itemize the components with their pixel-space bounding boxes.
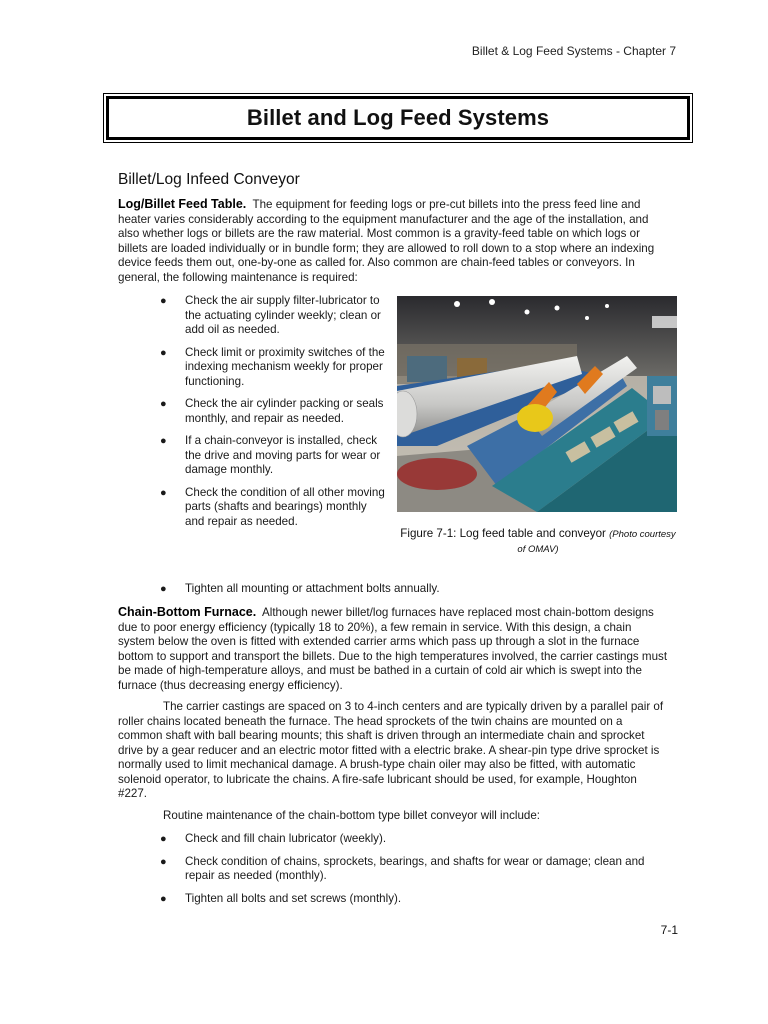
bullet-dot: ●: [160, 855, 167, 868]
page-title: Billet and Log Feed Systems: [246, 105, 550, 130]
log-feed-table-photo: [397, 296, 677, 512]
feed-table-bullets: [160, 294, 385, 529]
feed-table-text: The equipment for feeding logs or pre-cut billets into the press feed line and heater varies considerably according to the equipment manufacturer and the age of the installation, and also whether logs or billets are the raw material. Most common is a gravity-feed table on which logs or billets are loaded individually or in bundle form; they are allowed to roll down to a stop where an indexing device feeds them out, one-by-one as called for. Also common are chain-feed tables or conveyors. In general, the following maintenance is required:: [118, 198, 655, 284]
furnace-paragraph: [118, 605, 668, 693]
furnace-text: Although newer billet/log furnaces have replaced most chain-bottom designs due to poor energy efficiency (typically 18 to 20%), a few remain in service. With this design, a chain system below the oven is fitted with extended carrier arms which pass up through a slot in the furnace bottom to support and transport the billets. Due to the high temperatures involved, the carrier castings must be made of high-temperature alloys, and must be bathed in a curtain of cold air which is swept into the furnace (thus decreasing energy efficiency).: [118, 606, 668, 692]
list-item: ● Tighten all mounting or attachment bolts annually.: [160, 582, 440, 595]
bullet-dot: ●: [160, 346, 167, 359]
bullet-dot: ●: [160, 583, 167, 595]
list-item: ● Check condition of chains, sprockets, bearings, and shafts for wear or damage; clean and repair as needed (monthly).: [160, 854, 645, 882]
figure-caption: [398, 527, 678, 557]
bullet-dot: ●: [160, 486, 167, 499]
list-item: ● Check the condition of all other moving parts (shafts and bearings) monthly and repair as needed.: [160, 485, 385, 528]
bullet-dot: ●: [160, 435, 167, 447]
feed-table-bullets-last: [160, 582, 605, 597]
feed-table-paragraph: [118, 197, 666, 285]
list-item: ● Check limit or proximity switches of the indexing mechanism weekly for proper functioning.: [160, 345, 385, 388]
title-box: [106, 96, 690, 140]
list-item: ● If a chain-conveyor is installed, check the drive and moving parts for wear or damage monthly.: [160, 434, 381, 476]
furnace-maintenance-intro: Routine maintenance of the chain-bottom type billet conveyor will include:: [163, 809, 541, 822]
section-heading: Billet/Log Infeed Conveyor: [118, 171, 300, 188]
bullet-dot: ●: [160, 295, 167, 307]
figure-caption-text: Figure 7-1: Log feed table and conveyor: [400, 527, 606, 540]
page-number: 7-1: [660, 923, 678, 937]
bullet-dot: ●: [160, 398, 167, 410]
furnace-bullets: [160, 832, 668, 906]
bullet-dot: ●: [160, 892, 167, 905]
list-item: ● Check the air cylinder packing or seals monthly, and repair as needed.: [160, 397, 384, 425]
bullet-dot: ●: [160, 833, 167, 845]
list-item: ● Check and fill chain lubricator (weekly).: [160, 832, 387, 845]
feed-table-lead: Log/Billet Feed Table.: [118, 197, 247, 211]
furnace-lead: Chain-Bottom Furnace.: [118, 605, 257, 619]
list-item: ● Tighten all bolts and set screws (monthly).: [160, 891, 402, 905]
running-header: Billet & Log Feed Systems - Chapter 7: [471, 44, 676, 58]
figure-credit: (Photo courtesy of OMAV): [517, 529, 676, 555]
furnace-paragraph-2: The carrier castings are spaced on 3 to 4-inch centers and are typically driven by a parallel pair of roller chains located beneath the furnace. The head sprockets of the twin chains are mounted on a common shaft with ball bearing mounts; this shaft is driven through an intermediate chain and sprocket drive by a gear reducer and an electric motor fitted with a electric brake. A shear-pin type drive sprocket is normally used to limit mechanical damage. A brush-type chain oiler may also be fitted, with automatic solenoid operator, to lubricate the chains. A fire-safe lubricant should be used, for example, Houghton #227.: [118, 700, 664, 800]
list-item: ● Check the air supply filter-lubricator to the actuating cylinder weekly; clean or add oil as needed.: [160, 294, 381, 336]
